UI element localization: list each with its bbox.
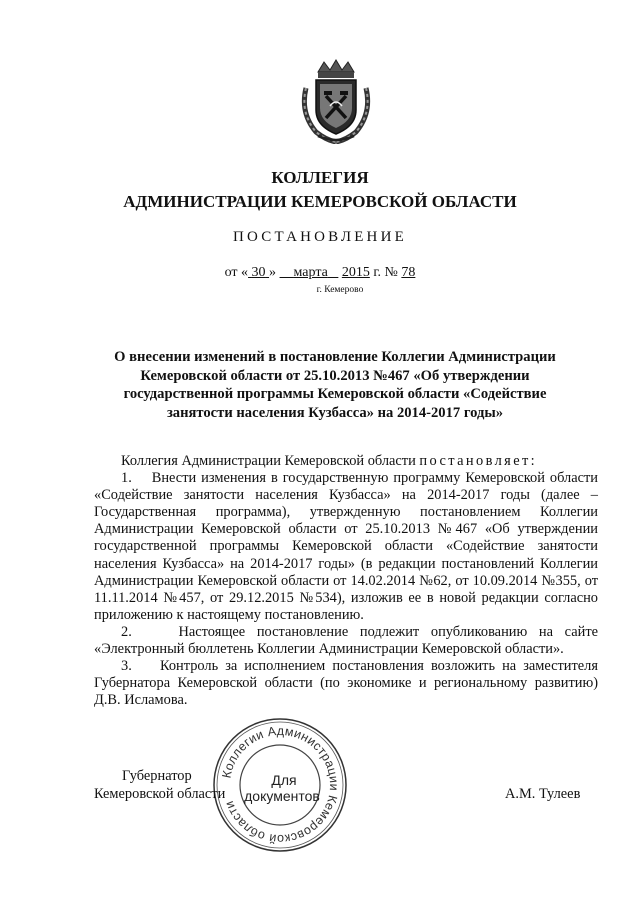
document-body <box>94 453 598 709</box>
stamp-center-line2: документов <box>244 788 320 804</box>
body-intro: Коллегия Администрации Кемеровской области постановляет: <box>121 453 538 469</box>
date-month: марта <box>293 265 328 280</box>
body-item-3: 3. Контроль за исполнением постановления возложить на заместителя Губернатора Кемеровской области (по экономике и региональному развитию) Д.В. Исламова. <box>94 658 598 709</box>
signatory-title-line1: Губернатор <box>122 768 192 784</box>
document-date-number <box>0 265 640 281</box>
document-type: ПОСТАНОВЛЕНИЕ <box>233 229 407 245</box>
date-quote-close: » <box>269 265 277 280</box>
date-year-suffix: г. <box>373 265 382 280</box>
stamp-ring-text: Коллегии Администрации Кемеровской области <box>219 723 342 847</box>
body-intro-verb: постановляет: <box>419 453 538 469</box>
date-quote-open: « <box>241 265 249 280</box>
date-prefix: от <box>224 265 238 280</box>
signatory-title-line2: Кемеровской области <box>94 786 226 802</box>
coat-of-arms-emblem <box>296 58 376 144</box>
body-item-2: 2. Настоящее постановление подлежит опубликованию на сайте «Электронный бюллетень Коллегии Администрации Кемеровской области». <box>94 623 598 658</box>
document-title: О внесении изменений в постановление Коллегии Администрации Кемеровской области от 25.10.2013 №467 «Об утверждении государственной программы Кемеровской области «Содействие занятости населения Кузбасса» на 2014-2017 годы» <box>114 349 556 421</box>
stamp-center-line1: Для <box>271 772 297 788</box>
number-sign: № <box>384 265 398 280</box>
signatory-name: А.М. Тулеев <box>505 786 581 802</box>
official-stamp <box>210 715 350 855</box>
body-item-1: 1. Внести изменения в государственную программу Кемеровской области «Содействие занятости населения Кузбасса» на 2014-2017 годы (далее – Государственная программа), утвержденную постановлением Коллегии Администрации Кемеровской области от 25.10.2013 №467 «Об утверждении государственной программы Кемеровской области «Содействие занятости населения Кузбасса» на 2014-2017 годы» (в редакции постановлений Коллегии Администрации Кемеровской области от 14.02.2014 №62, от 10.09.2014 №355, от 11.11.2014 №457, от 29.12.2015 №534), изложив ее в новой редакции согласно приложению к настоящему постановлению. <box>94 470 598 623</box>
date-day: 30 <box>251 265 266 280</box>
org-name-line1: КОЛЛЕГИЯ <box>271 168 369 187</box>
org-name-line2: АДМИНИСТРАЦИИ КЕМЕРОВСКОЙ ОБЛАСТИ <box>123 192 517 211</box>
document-city: г. Кемерово <box>316 285 364 295</box>
document-number: 78 <box>401 265 416 280</box>
date-year: 2015 <box>341 265 370 280</box>
